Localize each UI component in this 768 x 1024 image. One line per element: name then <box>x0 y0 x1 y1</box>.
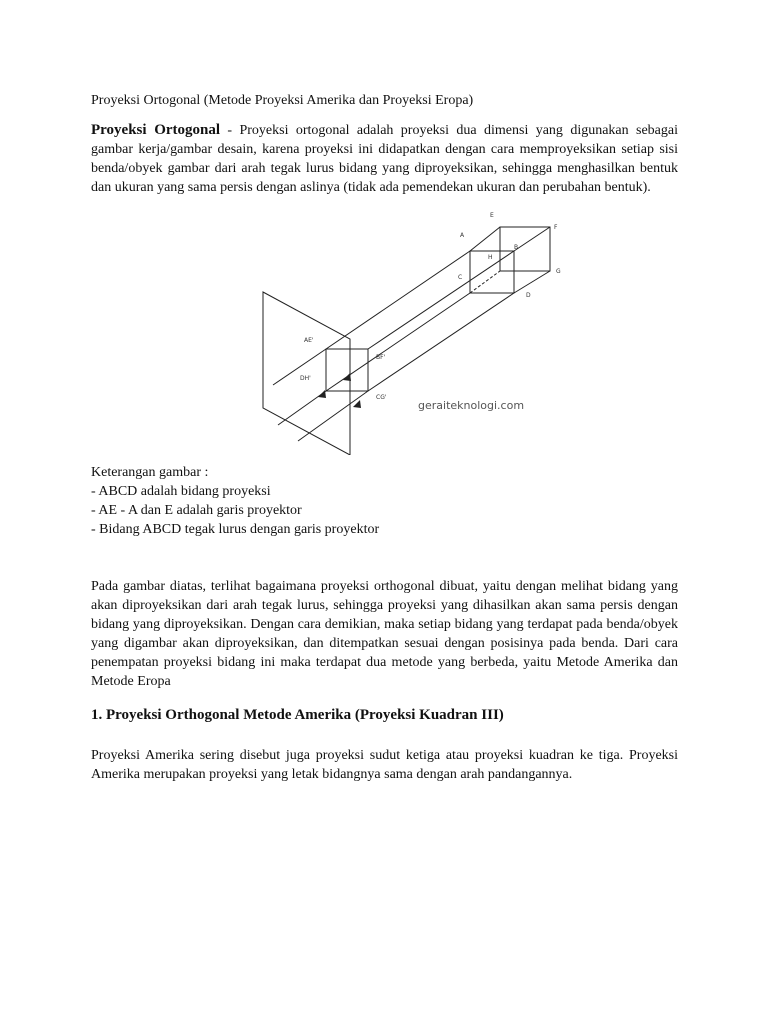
label-c: C <box>458 274 463 281</box>
watermark: geraiteknologi.com <box>418 399 525 412</box>
intro-term: Proyeksi Ortogonal <box>91 122 221 138</box>
label-d: D <box>526 292 531 299</box>
label-h: H <box>488 254 493 261</box>
caption-item: - AE - A dan E adalah garis proyektor <box>91 503 302 518</box>
label-dh: DH' <box>300 375 311 382</box>
caption-item: - Bidang ABCD tegak lurus dengan garis proyektor <box>91 522 380 537</box>
label-e: E <box>490 212 494 219</box>
document-title: Proyeksi Ortogonal (Metode Proyeksi Amerika dan Proyeksi Eropa) <box>91 93 474 108</box>
caption-heading: Keterangan gambar : <box>91 465 209 480</box>
projector-line-d <box>368 293 514 391</box>
projected-face <box>326 349 368 391</box>
projection-plane <box>263 292 350 455</box>
label-a: A <box>460 232 465 239</box>
label-g: G <box>556 268 561 275</box>
body-paragraph: Pada gambar diatas, terlihat bagaimana proyeksi orthogonal dibuat, yaitu dengan melihat bidang yang akan diproyeksikan dari arah tegak lurus, sehingga proyeksi yang dihasilkan akan sama persis dengan bidang yang diproyeksikan. Dengan cara demikian, maka setiap bidang yang terdapat pada benda/obyek yang digambar akan diproyeksikan, dan ditempatkan sesuai dengan posisinya pada benda. Dari cara penempatan proyeksi bidang ini maka terdapat dua metode yang berbeda, yaitu Metode Amerika dan Metode Eropa <box>91 579 678 689</box>
intro-paragraph <box>91 121 678 197</box>
label-cg: CG' <box>376 394 387 401</box>
figure-caption <box>91 463 379 539</box>
projector-line-b <box>368 251 514 349</box>
label-bf: BF' <box>376 354 386 361</box>
label-f: F <box>554 224 558 231</box>
projector-line-a <box>326 251 470 349</box>
body-paragraph: Proyeksi Amerika sering disebut juga proyeksi sudut ketiga atau proyeksi kuadran ke tiga. Proyeksi Amerika merupakan proyeksi yang letak bidangnya sama dengan arah pandangannya. <box>91 748 678 782</box>
label-ae: AE' <box>304 337 314 344</box>
arrow-head <box>318 390 326 398</box>
label-b: B <box>514 244 519 251</box>
projection-diagram <box>258 205 588 455</box>
caption-item: - ABCD adalah bidang proyeksi <box>91 484 271 499</box>
intro-text: - Proyeksi ortogonal adalah proyeksi dua dimensi yang digunakan sebagai gambar kerja/gambar desain, karena proyeksi ini didapatkan dengan cara memproyeksikan setiap sisi benda/obyek gambar dari arah tegak lurus bidang yang diproyeksikan, sehingga menghasilkan bentuk dan ukuran yang sama persis dengan aslinya (tidak ada pemendekan ukuran dan perubahan bentuk). <box>91 123 678 195</box>
arrow-head <box>343 373 351 381</box>
cube-back-face <box>500 227 550 271</box>
section-heading: 1. Proyeksi Orthogonal Metode Amerika (Proyeksi Kuadran III) <box>91 707 504 723</box>
